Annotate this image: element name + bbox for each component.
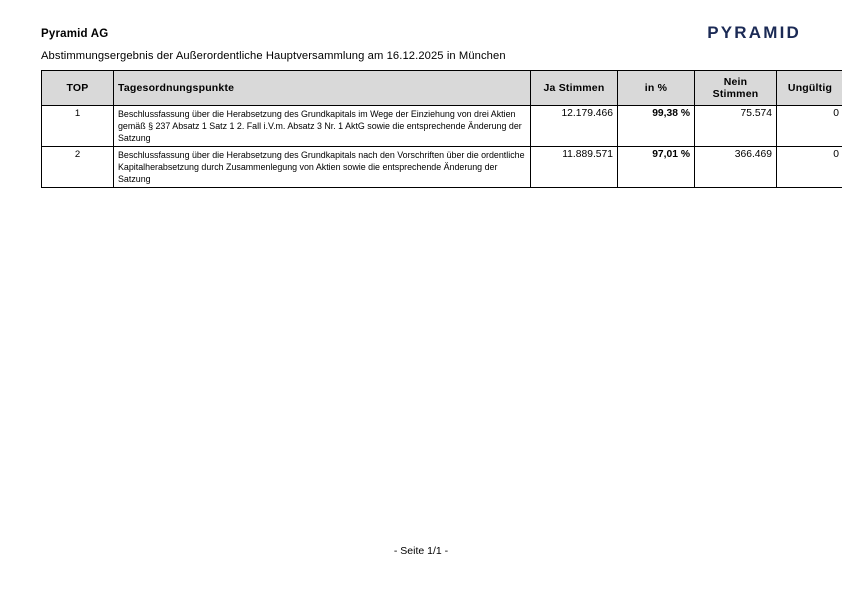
cell-no-votes: 366.469: [695, 147, 777, 188]
cell-no-votes: 75.574: [695, 106, 777, 147]
cell-agenda: Beschlussfassung über die Herabsetzung des Grundkapitals nach den Vorschriften über die ordentliche Kapitalherabsetzung durch Zusammenlegung von Aktien sowie die entsprechende Änderung der Satzung: [114, 147, 531, 188]
table-header-row: [42, 71, 842, 106]
page-footer: - Seite 1/1 -: [393, 545, 449, 557]
table-row: [42, 147, 842, 188]
document-subtitle: Abstimmungsergebnis der Außerordentliche Hauptversammlung am 16.12.2025 in München: [41, 50, 506, 62]
column-header-no-votes-line2: Stimmen: [712, 88, 759, 100]
cell-agenda: Beschlussfassung über die Herabsetzung des Grundkapitals im Wege der Einziehung von drei Aktien gemäß § 237 Absatz 1 Satz 1 2. Fall i.V.m. Absatz 3 Nr. 1 AktG sowie die entsprechende Änderung der Satzung: [114, 106, 531, 147]
column-header-agenda: Tagesordnungspunkte: [114, 71, 531, 106]
cell-top: 1: [42, 106, 114, 147]
cell-top: 2: [42, 147, 114, 188]
column-header-invalid: Ungültig: [777, 71, 842, 106]
column-header-top: TOP: [42, 71, 114, 106]
cell-invalid: 0: [777, 106, 842, 147]
voting-results-table: [41, 70, 842, 188]
document-header: [41, 23, 801, 43]
table-header: [42, 71, 842, 106]
cell-yes-votes: 12.179.466: [531, 106, 618, 147]
column-header-yes-votes: Ja Stimmen: [531, 71, 618, 106]
column-header-percent: in %: [618, 71, 695, 106]
pyramid-logo: PYRAMID: [707, 23, 801, 42]
table-row: [42, 106, 842, 147]
company-name: Pyramid AG: [41, 28, 109, 40]
cell-percent: 97,01 %: [618, 147, 695, 188]
cell-yes-votes: 11.889.571: [531, 147, 618, 188]
cell-percent: 99,38 %: [618, 106, 695, 147]
column-header-no-votes-line1: Nein: [723, 76, 748, 88]
column-header-no-votes: [695, 71, 777, 106]
table-body: [42, 106, 842, 188]
cell-invalid: 0: [777, 147, 842, 188]
